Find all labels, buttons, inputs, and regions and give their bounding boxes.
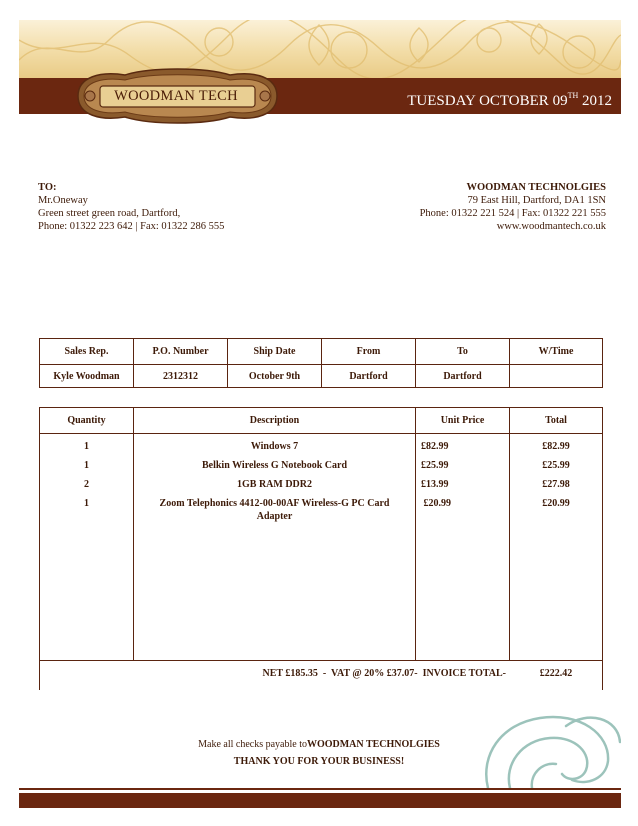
shipping-value-sales-rep: Kyle Woodman xyxy=(53,371,120,382)
footer-rule xyxy=(19,788,621,790)
recipient-address xyxy=(38,181,224,233)
invoice-summary: NET £185.35 - VAT @ 20% £37.07- INVOICE TOTAL- xyxy=(262,668,506,679)
items-summary-divider xyxy=(39,660,603,661)
date-main: TUESDAY OCTOBER 09 xyxy=(407,93,568,109)
item-unit-price: £25.99 xyxy=(421,460,449,471)
item-description: 1GB RAM DDR2 xyxy=(237,479,312,490)
invoice-date xyxy=(407,86,612,111)
shipping-value-to: Dartford xyxy=(443,371,482,382)
item-quantity: 1 xyxy=(84,460,89,471)
shipping-header-to: To xyxy=(457,346,468,357)
shipping-header-sales-rep: Sales Rep. xyxy=(64,346,109,357)
items-header-description: Description xyxy=(249,415,300,426)
shipping-header-po-number: P.O. Number xyxy=(152,346,209,357)
item-quantity: 1 xyxy=(84,498,89,509)
recipient-street: Green street green road, Dartford, xyxy=(38,208,181,219)
recipient-name: Mr.Oneway xyxy=(38,195,88,206)
date-suffix: TH xyxy=(567,91,579,100)
shipping-header-ship-date: Ship Date xyxy=(253,346,296,357)
shipping-value-ship-date: October 9th xyxy=(248,371,301,382)
item-total: £20.99 xyxy=(542,498,570,509)
date-year: 2012 xyxy=(582,93,612,109)
sender-street: 79 East Hill, Dartford, DA1 1SN xyxy=(467,195,606,206)
item-quantity: 1 xyxy=(84,441,89,452)
sender-phone: Phone: 01322 221 524 | Fax: 01322 221 555 xyxy=(419,208,606,219)
item-unit-price: £82.99 xyxy=(421,441,449,452)
item-unit-price: £20.99 xyxy=(421,498,451,509)
shipping-value-from: Dartford xyxy=(349,371,388,382)
item-description: Belkin Wireless G Notebook Card xyxy=(201,460,347,471)
thank-you-message: THANK YOU FOR YOUR BUSINESS! xyxy=(233,756,405,767)
sender-address xyxy=(420,181,606,233)
item-description: Windows 7 xyxy=(250,441,299,452)
item-description-line2: Adapter xyxy=(256,511,293,522)
company-logo-text: WOODMAN TECH xyxy=(114,88,238,104)
items-header-total: Total xyxy=(545,415,567,426)
items-divider xyxy=(415,407,416,660)
item-total: £82.99 xyxy=(542,441,570,452)
sender-name: WOODMAN TECHNOLGIES xyxy=(466,182,606,193)
shipping-header-wtime: W/Time xyxy=(538,346,574,357)
items-header-unit-price: Unit Price xyxy=(440,415,485,426)
items-header-quantity: Quantity xyxy=(67,415,106,426)
invoice-total: £222.42 xyxy=(539,668,573,679)
shipping-value-po-number: 2312312 xyxy=(163,371,198,382)
item-description: Zoom Telephonics 4412-00-00AF Wireless-G PC Card xyxy=(159,498,390,509)
sender-website: www.woodmantech.co.uk xyxy=(496,221,606,232)
shipping-header-from: From xyxy=(356,346,381,357)
payment-prefix: Make all checks payable to xyxy=(198,739,307,750)
item-unit-price: £13.99 xyxy=(421,479,449,490)
footer-band xyxy=(19,793,621,808)
payment-instruction xyxy=(0,739,638,750)
to-label: TO: xyxy=(38,182,57,193)
item-total: £25.99 xyxy=(542,460,570,471)
item-quantity: 2 xyxy=(84,479,89,490)
payment-company: WOODMAN TECHNOLGIES xyxy=(306,739,440,750)
item-total: £27.98 xyxy=(542,479,570,490)
recipient-phone: Phone: 01322 223 642 | Fax: 01322 286 555 xyxy=(38,221,225,232)
items-right-border xyxy=(602,433,603,690)
